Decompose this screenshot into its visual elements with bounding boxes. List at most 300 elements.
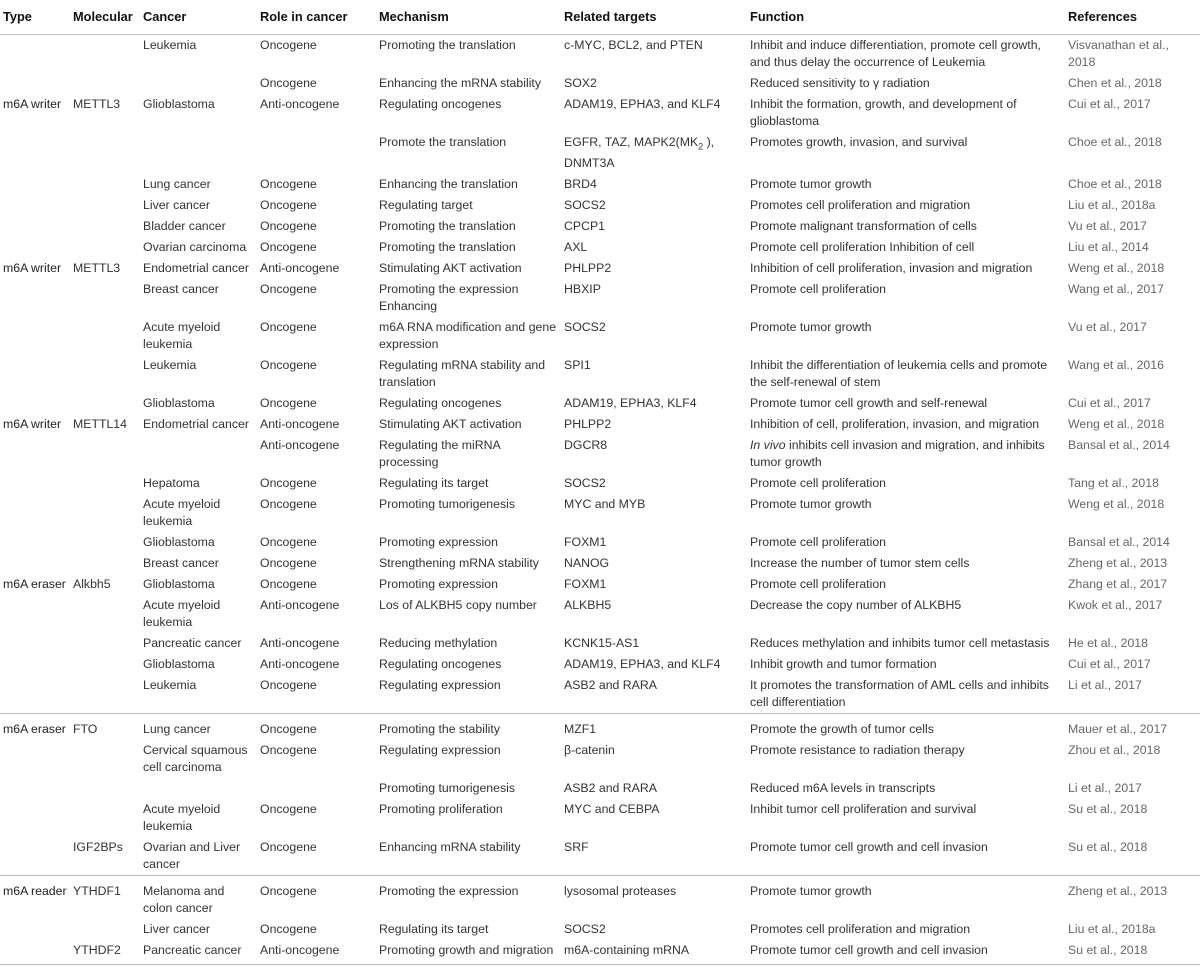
table-row xyxy=(0,675,1200,714)
function-cell: Promotes growth, invasion, and survival xyxy=(750,135,968,149)
header-cancer: Cancer xyxy=(140,0,257,35)
type-cell xyxy=(0,494,70,532)
reference-cell: Bansal et al., 2014 xyxy=(1068,535,1170,550)
header-targets: Related targets xyxy=(561,0,747,35)
mechanism-cell: Promoting tumorigenesis xyxy=(379,781,516,796)
type-cell: m6A eraser xyxy=(0,714,70,741)
reference-cell: Zheng et al., 2013 xyxy=(1065,876,1200,920)
role-cell: Oncogene xyxy=(260,802,317,817)
mechanism-cell: Promoting the stability xyxy=(376,714,561,741)
targets-cell: ASB2 and RARA xyxy=(564,781,657,796)
function-cell: Promotes cell proliferation and migration xyxy=(750,198,971,213)
targets-cell: NANOG xyxy=(564,556,610,571)
role-cell: Oncogene xyxy=(260,678,317,693)
molecular-cell xyxy=(70,633,140,654)
targets-cell: SOCS2 xyxy=(564,476,606,491)
cancer-cell xyxy=(140,132,257,174)
mechanism-cell: Regulating expression xyxy=(379,678,501,693)
targets-cell: KCNK15-AS1 xyxy=(564,636,640,651)
molecular-cell xyxy=(70,237,140,258)
function-text: inhibits cell invasion and migration, and inhibits tumor growth xyxy=(750,438,1045,470)
role-cell: Oncogene xyxy=(260,320,317,335)
type-cell: m6A eraser xyxy=(3,577,66,592)
table-row xyxy=(0,919,1200,940)
role-cell: Anti-oncogene xyxy=(260,417,340,432)
role-cell: Anti-oncogene xyxy=(260,598,340,613)
table-row xyxy=(0,317,1200,355)
function-cell: Promote tumor growth xyxy=(750,320,872,335)
molecular-cell xyxy=(70,279,140,317)
function-cell: Promote malignant transformation of cells xyxy=(750,219,977,234)
role-cell: Anti-oncogene xyxy=(260,657,340,672)
table-row xyxy=(0,778,1200,799)
header-function: Function xyxy=(747,0,1065,35)
mechanism-cell: Regulating oncogenes xyxy=(379,97,502,111)
cancer-cell xyxy=(140,778,257,799)
type-cell xyxy=(0,740,70,778)
cancer-cell: Endometrial cancer xyxy=(143,261,249,276)
reference-cell: Liu et al., 2014 xyxy=(1068,240,1149,255)
molecular-cell xyxy=(70,216,140,237)
table-row xyxy=(0,393,1200,414)
targets-cell: FOXM1 xyxy=(564,535,607,550)
role-cell: Oncogene xyxy=(257,714,376,741)
reference-cell: Cui et al., 2017 xyxy=(1068,396,1151,411)
cancer-cell: Acute myeloid leukemia xyxy=(143,598,221,630)
targets-cell: FOXM1 xyxy=(564,577,607,592)
type-cell xyxy=(0,940,70,965)
reference-cell: Bansal et al., 2014 xyxy=(1068,438,1170,453)
reference-cell: He et al., 2018 xyxy=(1068,636,1148,651)
molecular-cell: Alkbh5 xyxy=(73,577,111,592)
type-cell xyxy=(0,919,70,940)
type-cell xyxy=(0,216,70,237)
reference-cell: Cui et al., 2017 xyxy=(1068,657,1151,672)
table-row xyxy=(0,876,1200,920)
type-cell xyxy=(0,633,70,654)
header-references: References xyxy=(1065,0,1200,35)
cancer-cell: Ovarian and Liver cancer xyxy=(143,840,241,872)
targets-cell: PHLPP2 xyxy=(564,261,612,276)
type-cell xyxy=(0,174,70,195)
cancer-cell: Glioblastoma xyxy=(143,396,215,411)
cancer-cell: Melanoma and colon cancer xyxy=(140,876,257,920)
targets-cell: SPI1 xyxy=(564,358,591,373)
type-cell xyxy=(0,837,70,876)
cancer-cell: Glioblastoma xyxy=(143,657,215,672)
molecular-cell: METTL3 xyxy=(73,261,121,276)
function-cell: Decrease the copy number of ALKBH5 xyxy=(750,598,962,613)
mechanism-cell: Regulating oncogenes xyxy=(379,657,502,672)
function-cell: Promote tumor cell growth and cell invasion xyxy=(750,840,988,855)
table-row xyxy=(0,799,1200,837)
header-type: Type xyxy=(0,0,70,35)
type-cell xyxy=(0,73,70,94)
reference-cell: Liu et al., 2018a xyxy=(1068,198,1156,213)
header-row xyxy=(0,0,1200,35)
molecular-cell xyxy=(70,654,140,675)
cancer-cell: Glioblastoma xyxy=(143,577,215,592)
mechanism-cell: Regulating oncogenes xyxy=(379,396,502,411)
table-row xyxy=(0,174,1200,195)
molecular-cell xyxy=(70,393,140,414)
header-role: Role in cancer xyxy=(257,0,376,35)
cancer-cell: Acute myeloid leukemia xyxy=(143,802,221,834)
function-cell: Promote resistance to radiation therapy xyxy=(750,743,965,758)
mechanism-cell: Strengthening mRNA stability xyxy=(379,556,539,571)
molecular-cell xyxy=(70,740,140,778)
molecular-cell xyxy=(70,435,140,473)
mechanism-cell: Promoting expression xyxy=(379,577,498,592)
molecular-cell xyxy=(70,355,140,393)
mechanism-cell: Regulating the miRNA processing xyxy=(379,438,500,470)
mechanism-cell: Enhancing the translation xyxy=(379,177,518,192)
reference-cell: Su et al., 2018 xyxy=(1065,940,1200,965)
type-cell xyxy=(0,799,70,837)
function-cell: Promotes cell proliferation and migration xyxy=(750,922,971,937)
function-cell: Inhibit growth and tumor formation xyxy=(750,657,937,672)
targets-cell: MYC and CEBPA xyxy=(564,802,660,817)
targets-cell: CPCP1 xyxy=(564,219,606,234)
role-cell: Oncogene xyxy=(260,535,317,550)
function-cell: Promote cell proliferation xyxy=(750,535,887,550)
mechanism-cell: Promoting the translation xyxy=(379,240,516,255)
function-italic-text: In vivo xyxy=(750,438,786,453)
molecular-cell xyxy=(70,675,140,714)
function-cell: Inhibition of cell, proliferation, invasion, and migration xyxy=(750,417,1040,432)
table-body xyxy=(0,35,1200,965)
mechanism-cell: Promote the translation xyxy=(379,135,507,149)
role-cell: Oncogene xyxy=(260,358,317,373)
reference-cell: Vu et al., 2017 xyxy=(1068,219,1147,234)
role-cell: Oncogene xyxy=(260,76,317,90)
targets-cell: BRD4 xyxy=(564,177,597,192)
role-cell: Oncogene xyxy=(260,840,317,855)
mechanism-cell: Regulating its target xyxy=(379,922,489,937)
molecular-cell xyxy=(70,595,140,633)
type-cell: m6A writer xyxy=(3,97,62,111)
function-cell: Promote tumor growth xyxy=(750,497,872,512)
table-row xyxy=(0,132,1200,174)
cancer-cell: Pancreatic cancer xyxy=(140,940,257,965)
mechanism-cell: Promoting the expression Enhancing xyxy=(379,282,519,314)
mechanism-cell: Promoting tumorigenesis xyxy=(379,497,516,512)
role-cell: Oncogene xyxy=(260,922,317,937)
cancer-cell: Leukemia xyxy=(143,358,197,373)
function-cell: Promote cell proliferation xyxy=(750,282,887,297)
molecular-cell: METTL3 xyxy=(73,97,121,111)
table-row xyxy=(0,532,1200,553)
molecular-cell: YTHDF1 xyxy=(70,876,140,920)
mechanism-cell: Stimulating AKT activation xyxy=(379,417,522,432)
type-cell xyxy=(0,195,70,216)
table-row xyxy=(0,574,1200,595)
reference-cell: Cui et al., 2017 xyxy=(1068,97,1151,111)
cancer-cell: Ovarian carcinoma xyxy=(143,240,247,255)
molecular-cell xyxy=(70,195,140,216)
reference-cell: Mauer et al., 2017 xyxy=(1065,714,1200,741)
mechanism-cell: Promoting proliferation xyxy=(379,802,503,817)
reference-cell: Choe et al., 2018 xyxy=(1068,177,1162,192)
reference-cell: Li et al., 2017 xyxy=(1068,781,1142,796)
type-cell xyxy=(0,778,70,799)
cancer-cell: Liver cancer xyxy=(143,198,210,213)
reference-cell: Choe et al., 2018 xyxy=(1068,135,1162,149)
molecular-cell xyxy=(70,494,140,532)
table-row xyxy=(0,435,1200,473)
function-cell: Inhibition of cell proliferation, invasion and migration xyxy=(750,261,1033,276)
function-cell: Promote tumor cell growth and self-renewal xyxy=(750,396,988,411)
type-cell: m6A writer xyxy=(3,417,62,432)
mechanism-cell: Regulating mRNA stability and translation xyxy=(379,358,546,390)
function-cell: Inhibit the formation, growth, and development of glioblastoma xyxy=(750,97,1017,128)
reference-cell: Su et al., 2018 xyxy=(1068,802,1148,817)
type-cell xyxy=(0,355,70,393)
molecular-cell xyxy=(70,778,140,799)
table-row xyxy=(0,494,1200,532)
table-row xyxy=(0,355,1200,393)
role-cell: Oncogene xyxy=(260,476,317,491)
type-cell xyxy=(0,132,70,174)
targets-cell: SOCS2 xyxy=(564,198,606,213)
mechanism-cell: Enhancing mRNA stability xyxy=(379,840,521,855)
role-cell: Anti-oncogene xyxy=(260,261,340,276)
reference-cell: Zhang et al., 2017 xyxy=(1068,577,1168,592)
mechanism-cell: Stimulating AKT activation xyxy=(379,261,522,276)
cancer-cell: Glioblastoma xyxy=(143,97,215,111)
targets-cell: m6A-containing mRNA xyxy=(561,940,747,965)
function-cell: Inhibit tumor cell proliferation and survival xyxy=(750,802,977,817)
cancer-cell: Liver cancer xyxy=(143,922,210,937)
molecular-cell: FTO xyxy=(70,714,140,741)
cancer-cell: Cervical squamous cell carcinoma xyxy=(143,743,248,775)
molecular-cell xyxy=(70,799,140,837)
function-cell: Promote tumor cell growth and cell invasion xyxy=(747,940,1065,965)
reference-cell: Wang et al., 2017 xyxy=(1068,282,1164,297)
type-cell xyxy=(0,595,70,633)
reference-cell: Kwok et al., 2017 xyxy=(1068,598,1163,613)
reference-cell: Zhou et al., 2018 xyxy=(1068,743,1161,758)
role-cell: Oncogene xyxy=(257,876,376,920)
type-cell xyxy=(0,237,70,258)
type-cell xyxy=(0,654,70,675)
function-cell: Promote cell proliferation xyxy=(750,577,887,592)
table-row xyxy=(0,473,1200,494)
role-cell: Oncogene xyxy=(260,198,317,213)
mechanism-cell: Regulating its target xyxy=(379,476,489,491)
targets-cell: PHLPP2 xyxy=(564,417,612,432)
role-cell: Oncogene xyxy=(260,396,317,411)
function-cell: Increase the number of tumor stem cells xyxy=(750,556,970,571)
targets-cell: SOCS2 xyxy=(564,922,606,937)
type-cell: m6A writer xyxy=(3,261,62,276)
reference-cell: Chen et al., 2018 xyxy=(1068,76,1162,90)
type-cell xyxy=(0,435,70,473)
function-cell: Reduced sensitivity to γ radiation xyxy=(750,76,930,90)
cancer-cell: Breast cancer xyxy=(143,282,219,297)
molecular-cell: YTHDF2 xyxy=(70,940,140,965)
cancer-cell: Lung cancer xyxy=(143,177,211,192)
targets-cell: AXL xyxy=(564,240,588,255)
function-cell: Reduces methylation and inhibits tumor cell metastasis xyxy=(750,636,1050,651)
targets-cell: c-MYC, BCL2, and PTEN xyxy=(564,38,703,52)
type-cell xyxy=(0,675,70,714)
function-cell: Reduced m6A levels in transcripts xyxy=(750,781,936,796)
targets-cell: SOCS2 xyxy=(564,320,606,335)
cancer-cell: Endometrial cancer xyxy=(143,417,249,432)
table-row xyxy=(0,258,1200,279)
role-cell: Oncogene xyxy=(260,497,317,512)
function-cell: Promote tumor growth xyxy=(747,876,1065,920)
molecular-cell xyxy=(70,35,140,74)
molecular-cell xyxy=(70,317,140,355)
function-cell: Promote tumor growth xyxy=(750,177,872,192)
reference-cell: Visvanathan et al., 2018 xyxy=(1068,38,1169,69)
targets-cell: SRF xyxy=(564,840,589,855)
targets-cell: MZF1 xyxy=(561,714,747,741)
role-cell: Anti-oncogene xyxy=(260,438,340,453)
molecular-cell xyxy=(70,132,140,174)
type-cell xyxy=(0,473,70,494)
header-molecular: Molecular xyxy=(70,0,140,35)
mechanism-cell: m6A RNA modification and gene expression xyxy=(379,320,557,352)
table-row xyxy=(0,279,1200,317)
role-cell: Oncogene xyxy=(260,219,317,234)
mechanism-cell: Los of ALKBH5 copy number xyxy=(379,598,537,613)
header-mechanism: Mechanism xyxy=(376,0,561,35)
function-cell: Promote cell proliferation xyxy=(750,476,887,491)
role-cell: Anti-oncogene xyxy=(260,636,340,651)
targets-cell: ADAM19, EPHA3, and KLF4 xyxy=(564,97,721,111)
reference-cell: Weng et al., 2018 xyxy=(1068,497,1165,512)
table-row xyxy=(0,553,1200,574)
mechanism-cell: Enhancing the mRNA stability xyxy=(379,76,541,90)
role-cell: Oncogene xyxy=(260,38,317,52)
table-row xyxy=(0,654,1200,675)
reference-cell: Wang et al., 2016 xyxy=(1068,358,1164,373)
molecular-cell xyxy=(70,73,140,94)
type-cell xyxy=(0,317,70,355)
targets-cell: EGFR, TAZ, $MAPK2(MK_2$ ), DNMT3A xyxy=(564,135,715,171)
role-cell: Oncogene xyxy=(260,177,317,192)
reference-cell: Weng et al., 2018 xyxy=(1068,417,1165,432)
type-cell xyxy=(0,393,70,414)
role-cell: Oncogene xyxy=(260,240,317,255)
molecular-cell xyxy=(70,174,140,195)
role-cell: Anti-oncogene xyxy=(260,97,340,111)
molecular-cell xyxy=(70,532,140,553)
cancer-cell: Glioblastoma xyxy=(143,535,215,550)
table-row xyxy=(0,740,1200,778)
targets-cell: ALKBH5 xyxy=(564,598,612,613)
cancer-cell: Leukemia xyxy=(143,678,197,693)
mechanism-cell: Promoting growth and migration xyxy=(376,940,561,965)
reference-cell: Weng et al., 2018 xyxy=(1068,261,1165,276)
table-row xyxy=(0,94,1200,132)
table-row xyxy=(0,35,1200,74)
table-row xyxy=(0,414,1200,435)
table-row xyxy=(0,595,1200,633)
mechanism-cell: Promoting the expression xyxy=(376,876,561,920)
molecular-cell xyxy=(70,553,140,574)
type-cell xyxy=(0,279,70,317)
role-cell: Oncogene xyxy=(260,577,317,592)
role-cell: Oncogene xyxy=(260,282,317,297)
cancer-cell: Acute myeloid leukemia xyxy=(143,497,221,529)
type-cell xyxy=(0,35,70,74)
molecular-cell: METTL14 xyxy=(73,417,127,432)
reference-cell: Liu et al., 2018a xyxy=(1068,922,1156,937)
molecular-cell xyxy=(70,919,140,940)
role-cell: Oncogene xyxy=(260,556,317,571)
mechanism-cell: Promoting the translation xyxy=(379,219,516,234)
targets-cell: ADAM19, EPHA3, and KLF4 xyxy=(564,657,721,672)
type-cell xyxy=(0,532,70,553)
table-row xyxy=(0,633,1200,654)
type-cell: m6A reader xyxy=(0,876,70,920)
table-row xyxy=(0,837,1200,876)
reference-cell: Vu et al., 2017 xyxy=(1068,320,1147,335)
role-cell xyxy=(257,132,376,174)
targets-cell: ADAM19, EPHA3, KLF4 xyxy=(564,396,697,411)
cancer-cell xyxy=(140,73,257,94)
cancer-cell: Lung cancer xyxy=(140,714,257,741)
role-cell: Anti-oncogene xyxy=(257,940,376,965)
function-cell: Promote the growth of tumor cells xyxy=(747,714,1065,741)
targets-cell: MYC and MYB xyxy=(564,497,646,512)
cancer-cell: Breast cancer xyxy=(143,556,219,571)
table-row xyxy=(0,714,1200,741)
cancer-cell xyxy=(140,435,257,473)
targets-cell: ASB2 and RARA xyxy=(564,678,657,693)
targets-cell: DGCR8 xyxy=(564,438,608,453)
function-cell: Promote cell proliferation Inhibition of cell xyxy=(750,240,975,255)
mechanism-cell: Regulating target xyxy=(379,198,473,213)
function-cell: Inhibit and induce differentiation, promote cell growth, and thus delay the occurrence of Leukemia xyxy=(750,38,1041,69)
targets-cell: lysosomal proteases xyxy=(561,876,747,920)
cancer-cell: Leukemia xyxy=(143,38,197,52)
cancer-cell: Bladder cancer xyxy=(143,219,226,234)
molecular-cell: IGF2BPs xyxy=(73,840,123,855)
table-row xyxy=(0,216,1200,237)
targets-cell: β-catenin xyxy=(564,743,615,758)
cancer-cell: Pancreatic cancer xyxy=(143,636,242,651)
function-cell: It promotes the transformation of AML cells and inhibits cell differentiation xyxy=(750,678,1049,710)
molecular-cell xyxy=(70,473,140,494)
role-cell xyxy=(257,778,376,799)
targets-cell: HBXIP xyxy=(564,282,601,297)
mechanism-cell: Reducing methylation xyxy=(379,636,498,651)
type-cell xyxy=(0,553,70,574)
mechanism-cell: Regulating expression xyxy=(379,743,501,758)
cancer-cell: Hepatoma xyxy=(143,476,200,491)
table-row xyxy=(0,73,1200,94)
table-row xyxy=(0,940,1200,965)
cancer-cell: Acute myeloid leukemia xyxy=(143,320,221,352)
reference-cell: Su et al., 2018 xyxy=(1068,840,1148,855)
function-cell xyxy=(747,435,1065,473)
role-cell: Oncogene xyxy=(260,743,317,758)
reference-cell: Li et al., 2017 xyxy=(1068,678,1142,693)
reference-cell: Tang et al., 2018 xyxy=(1068,476,1159,491)
table-row xyxy=(0,195,1200,216)
targets-cell: SOX2 xyxy=(564,76,597,90)
mechanism-cell: Promoting expression xyxy=(379,535,498,550)
reference-cell: Zheng et al., 2013 xyxy=(1068,556,1168,571)
function-cell: Inhibit the differentiation of leukemia cells and promote the self-renewal of stem xyxy=(750,358,1048,390)
mechanism-cell: Promoting the translation xyxy=(379,38,516,52)
table-row xyxy=(0,237,1200,258)
